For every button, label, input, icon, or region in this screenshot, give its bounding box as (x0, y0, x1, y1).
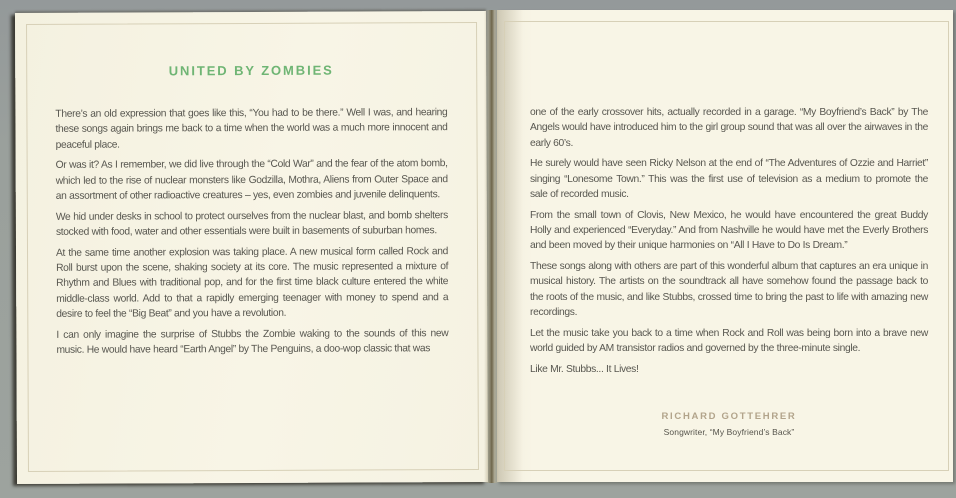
left-page-content (55, 61, 448, 364)
body-paragraph: Or was it? As I remember, we did live through the “Cold War” and the fear of the atom bomb, which led to the rise of nuclear monsters like Godzilla, Mothra, Aliens from Outer Space and an assortment of other radioactive creatures – yes, even zombies and juvenile delinquents. (55, 158, 448, 202)
body-paragraph: From the small town of Clovis, New Mexico, he would have encountered the great Buddy Holly and experienced “Everyday.” And from Nashville he would have met the Everly Brothers and been moved by their unique harmonies on “All I Have to Do Is Dream.” (530, 209, 928, 252)
right-page-content (530, 105, 928, 438)
booklet-left-page (15, 11, 488, 484)
body-paragraph: At the same time another explosion was taking place. A new musical form called Rock and Roll burst upon the scene, shaking society at its core. The music represented a mixture of Rhythm and Blues with traditional pop, and for the first time black culture entered the white middle-class world. Add to that a rapidly emerging teenager with money to spend and a desire to feel the “Big Beat” and you have a revolution. (55, 246, 449, 320)
body-paragraph: Let the music take you back to a time when Rock and Roll was being born into a brave new world guided by AM transistor radios and governed by the three-minute single. (530, 327, 928, 355)
booklet-center-fold (484, 10, 499, 483)
body-paragraph: There’s an old expression that goes like this, “You had to be there.” Well I was, and hearing these songs again brings me back to a time when the world was a much more innocent and peaceful place. (55, 107, 448, 151)
page-title: UNITED BY ZOMBIES (168, 62, 334, 79)
signature-name: RICHARD GOTTEHRER (661, 411, 797, 423)
body-paragraph: These songs along with others are part of this wonderful album that captures an era unique in musical history. The artists on the soundtrack all have somehow found the passage back to the roots of the music, and like Stubbs, crossed time to bring the past to life with amazing new recordings. (530, 261, 928, 319)
booklet-right-page (497, 10, 953, 482)
body-paragraph: He surely would have seen Ricky Nelson at the end of “The Adventures of Ozzie and Harriet” singing “Lonesome Town.” This was the first use of television as a medium to promote the sale of recorded music. (530, 158, 928, 200)
signature-block (530, 411, 928, 438)
signature-credit: Songwriter, “My Boyfriend’s Back” (663, 427, 795, 438)
body-paragraph: Like Mr. Stubbs... It Lives! (530, 363, 639, 375)
body-paragraph: one of the early crossover hits, actually recorded in a garage. “My Boyfriend’s Back” by The Angels would have introduced him to the girl group sound that was all over the airwaves in the early 60’s. (530, 107, 928, 149)
body-paragraph: I can only imagine the surprise of Stubbs the Zombie waking to the sounds of this new music. He would have heard “Earth Angel” by The Penguins, a doo-wop classic that was (56, 328, 449, 357)
body-paragraph: We hid under desks in school to protect ourselves from the nuclear blast, and bomb shelters stocked with food, water and other essentials were built in basements of suburban homes. (55, 209, 448, 238)
